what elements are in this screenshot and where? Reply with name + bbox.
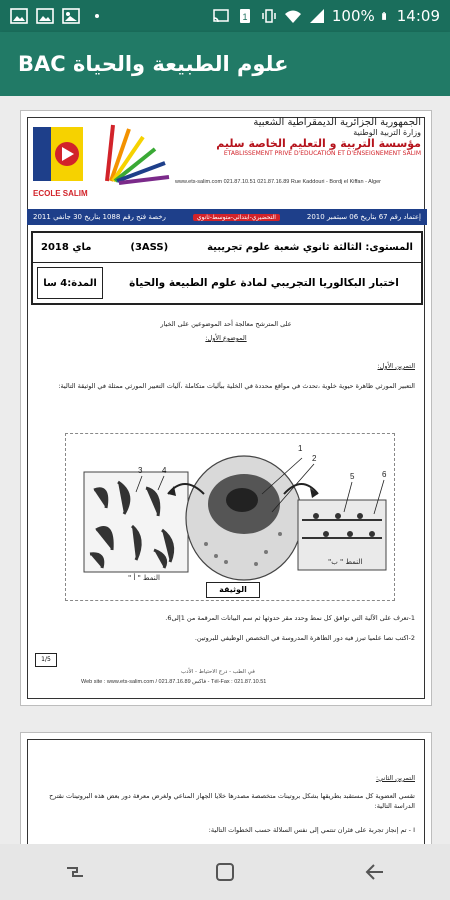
image-icon	[62, 8, 80, 24]
exam-class-code: (3ASS)	[130, 242, 169, 253]
registration-left: رخصة فتح رقم 1088 بتاريخ 30 جانفي 2011	[33, 213, 166, 221]
pattern-a-label: النمط " أ "	[128, 574, 160, 582]
figure-title: الوثيقة	[206, 582, 260, 598]
wifi-icon	[284, 8, 302, 24]
page-number: 1/5	[35, 653, 57, 667]
label-2: 2	[312, 454, 317, 463]
home-button[interactable]	[195, 852, 255, 892]
exam-level: المستوى: الثالثة ثانوي شعبة علوم تجريبية	[207, 242, 413, 253]
page-footer: Web site : www.ets-salim.com / 021.87.16.89 فاكس - Tél-Fax : 021.87.10.51	[81, 679, 267, 685]
sim-icon	[236, 8, 254, 24]
recent-apps-button[interactable]	[45, 852, 105, 892]
exercise-2-paragraph: تقسي العضوية كل مستقبد بطريقها بشكل بروتينات متخصصة مصدرها خلايا الجهاز المناعي ولغرض معرفة دور بعض هذه البروتينات نقترح الدراسة التالية:	[49, 792, 415, 811]
image-icon	[36, 8, 54, 24]
footer-note: في الطب - درج الاحتياط - الأدب	[181, 669, 255, 675]
school-header	[25, 115, 427, 205]
logo-text: ECOLE SALIM	[33, 189, 88, 198]
exercise-title: التمرين الأول:	[377, 362, 415, 370]
exam-info-box	[31, 231, 423, 305]
header-contact: www.ets-salim.com 021.87.10.51 021.87.16.89 Rue Kaddouri - Bordj el Kiffan - Alger	[175, 179, 381, 185]
recent-apps-icon	[63, 860, 87, 884]
home-icon	[213, 860, 237, 884]
question-2: 2-اكتب نصا علميا تبرز فيه دور الظاهرة المدروسة في التخصص الوظيفي للبروتين.	[194, 634, 415, 642]
gallery-icon	[10, 8, 28, 24]
header-ministry: وزارة التربية الوطنية	[353, 128, 421, 137]
exam-date: ماي 2018	[41, 242, 92, 253]
registration-bar	[27, 209, 427, 225]
pencils-graphic	[103, 121, 173, 185]
navigation-bar	[0, 844, 450, 900]
label-4: 4	[162, 466, 167, 475]
document-page-1	[20, 110, 432, 706]
cell-diagram	[66, 434, 396, 602]
app-bar	[0, 32, 450, 96]
exercise-paragraph: التعبير المورثي ظاهرة حيوية خلوية ،تحدث في مواقع محددة في الخلية ببآليات متكاملة ،آليات التعبير المورثي ممثلة في الوثيقة التالية:	[58, 382, 415, 390]
header-titles	[191, 117, 421, 157]
label-5: 5	[350, 472, 355, 481]
exercise-2-item: I - تم إنجاز تجربة على فئران تنتمي إلى نفس السلالة حسب الخطوات التالية:	[208, 826, 415, 834]
signal-icon	[308, 8, 326, 24]
document-figure	[65, 433, 395, 601]
battery-percent: 100%	[331, 7, 375, 25]
document-viewer[interactable]	[0, 96, 450, 844]
status-bar	[0, 0, 450, 32]
header-school-ar: مؤسسة التربية و التعليم الخاصة سليم	[216, 137, 421, 150]
cast-icon	[212, 8, 230, 24]
instruction-text: على المترشح معالجة أحد الموضوعين على الخيار	[160, 320, 292, 328]
question-1: 1-تعرف على الآلية التي توافق كل نمط وحدد مقر حدوثها ثم سم البيانات المرقمة من 1إلى6.	[165, 614, 415, 622]
document-page-2	[20, 732, 432, 844]
clock: 14:09	[396, 7, 440, 25]
pattern-b-label: النمط " ب"	[328, 558, 363, 566]
exercise-2-title: التمرين الثاني:	[375, 774, 415, 782]
header-republic: الجمهورية الجزائرية الديمقراطية الشعبية	[253, 117, 421, 128]
more-dots-icon	[88, 8, 106, 24]
exam-title: اختبار البكالوريا التجريبي لمادة علوم الطبيعة والحياة	[129, 277, 399, 289]
app-title: علوم الطبيعة والحياة BAC	[18, 52, 289, 76]
exam-info-row	[33, 233, 421, 263]
battery-icon	[381, 8, 391, 24]
header-school-fr: ETABLISSEMENT PRIVE D'EDUCATION ET D'ENSEIGNEMENT SALIM	[223, 150, 421, 157]
back-icon	[363, 860, 387, 884]
exam-duration: المدة:4 سا	[37, 267, 103, 299]
vibrate-icon	[260, 8, 278, 24]
svg-text:1: 1	[242, 12, 248, 22]
school-logo	[31, 119, 89, 189]
subject-title: الموضوع الأول:	[205, 334, 247, 342]
registration-right: إعتماد رقم 67 بتاريخ 06 سبتمبر 2010	[306, 213, 421, 221]
exam-title-row	[33, 263, 421, 303]
label-3: 3	[138, 466, 143, 475]
label-1: 1	[298, 444, 303, 453]
levels-badge: التحضيري-ابتدائي-متوسط-ثانوي	[193, 214, 280, 221]
back-button[interactable]	[345, 852, 405, 892]
label-6: 6	[382, 470, 387, 479]
